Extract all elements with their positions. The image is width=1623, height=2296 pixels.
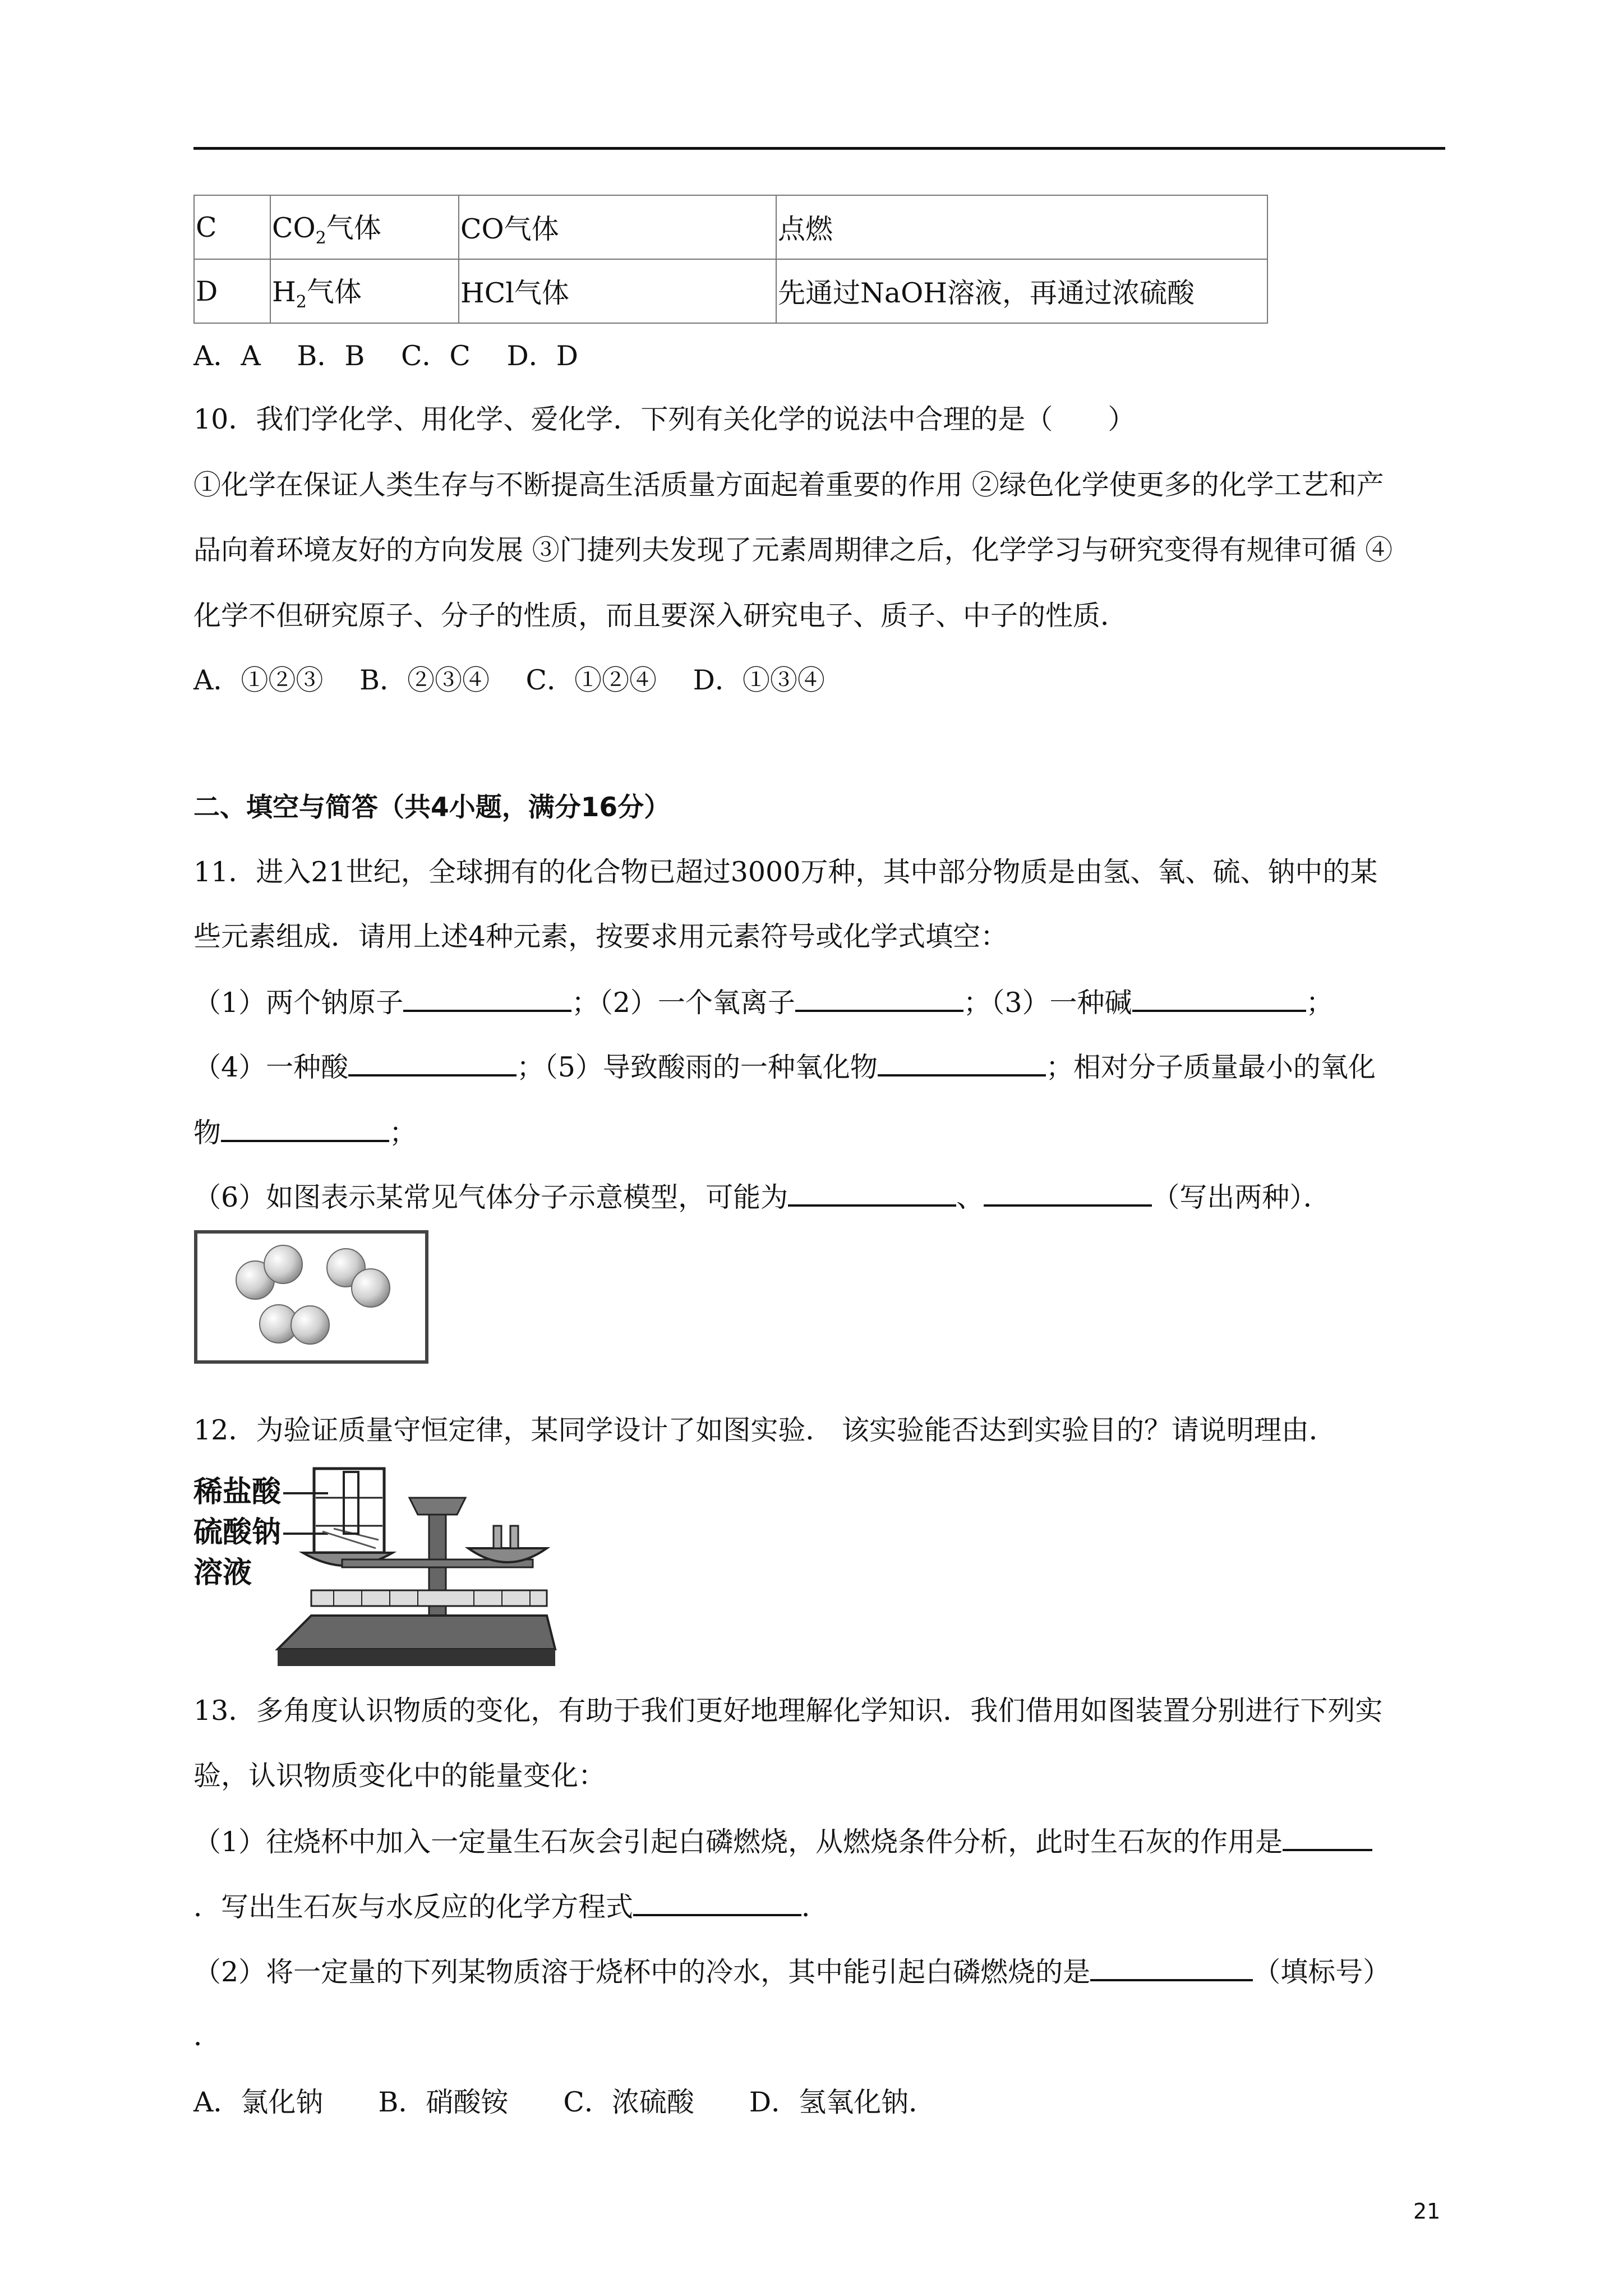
q10-stem: 10．我们学化学、用化学、爱化学．下列有关化学的说法中合理的是（ ） [193,403,1136,435]
table-row [194,195,1267,259]
answer-blank[interactable] [221,1115,389,1142]
q11-line: （1）两个钠原子 ；（2）一个氧离子 ；（3）一种碱 ； [193,985,1334,1020]
options-table [193,195,1268,324]
molecule-model-figure [193,1230,429,1364]
figure-label: 硫酸钠 [193,1516,282,1549]
answer-blank[interactable] [633,1889,801,1916]
figure-label: 稀盐酸 [193,1475,282,1509]
answer-blank[interactable] [984,1180,1152,1207]
balance-drawing [193,1464,558,1672]
table-cell: 点燃 [776,195,1267,259]
q10-body-line: 品向着环境友好的方向发展 ③门捷列夫发现了元素周期律之后，化学学习与研究变得有规律可循 ④ [193,534,1393,566]
q11-stem: 些元素组成．请用上述4种元素，按要求用元素符号或化学式填空： [193,921,1008,953]
answer-blank[interactable] [788,1180,956,1207]
header-rule [193,147,1445,150]
table-cell: $H_2$气体 [270,259,459,323]
answer-blank[interactable] [1090,1954,1253,1981]
answer-blank[interactable] [348,1050,517,1076]
q13-line: （2）将一定量的下列某物质溶于烧杯中的冷水，其中能引起白磷燃烧的是 （填标号） [193,1954,1390,1989]
q13-line: ． [193,2020,222,2052]
answer-blank[interactable] [795,985,963,1012]
answer-blank[interactable] [1132,985,1306,1012]
q13-stem: 验，认识物质变化中的能量变化： [193,1760,606,1792]
q13-stem: 13．多角度认识物质的变化，有助于我们更好地理解化学知识．我们借用如图装置分别进行下列实 [193,1695,1383,1727]
section-heading: 二、填空与简答（共4小题，满分16分） [193,792,671,823]
figure-label: 溶液 [193,1556,252,1590]
table-cell: $CO_2$气体 [270,195,459,259]
q11-line: 物 ； [193,1115,417,1150]
table-cell: CO气体 [459,195,776,259]
q10-options: A．①②③ B．②③④ C．①②④ D．①③④ [193,664,825,696]
q11-stem: 11．进入21世纪，全球拥有的化合物已超过3000万种，其中部分物质是由氢、氧、硫、钠中的某 [193,856,1378,888]
q13-options: A．氯化钠 B．硝酸铵 C．浓硫酸 D．氢氧化钠． [193,2086,937,2118]
q12-stem: 12．为验证质量守恒定律，某同学设计了如图实验． 该实验能否达到实验目的？请说明理由． [193,1414,1336,1446]
table-cell: HCl气体 [459,259,776,323]
q13-line: （1）往烧杯中加入一定量生石灰会引起白磷燃烧，从燃烧条件分析，此时生石灰的作用是 [193,1824,1372,1859]
q11-line: （6）如图表示某常见气体分子示意模型，可能为 、 （写出两种）． [193,1180,1331,1214]
table-cell: D [194,259,270,323]
page-number: 21 [1413,2199,1441,2224]
q10-body-line: ①化学在保证人类生存与不断提高生活质量方面起着重要的作用 ②绿色化学使更多的化学工艺和产 [193,469,1384,501]
answer-blank[interactable] [878,1050,1046,1076]
table-cell: C [194,195,270,259]
q9-options: A．A B．B C．C D．D [193,340,579,372]
q10-body-line: 化学不但研究原子、分子的性质，而且要深入研究电子、质子、中子的性质． [193,600,1128,632]
table-row [194,259,1267,323]
q13-line: ．写出生石灰与水反应的化学方程式 ． [193,1889,829,1924]
table-cell: 先通过NaOH溶液，再通过浓硫酸 [776,259,1267,323]
answer-blank[interactable] [403,985,571,1012]
q11-line: （4）一种酸 ；（5）导致酸雨的一种氧化物 ；相对分子质量最小的氧化 [193,1050,1376,1084]
balance-experiment-figure [193,1464,558,1672]
answer-blank[interactable] [1283,1824,1372,1851]
